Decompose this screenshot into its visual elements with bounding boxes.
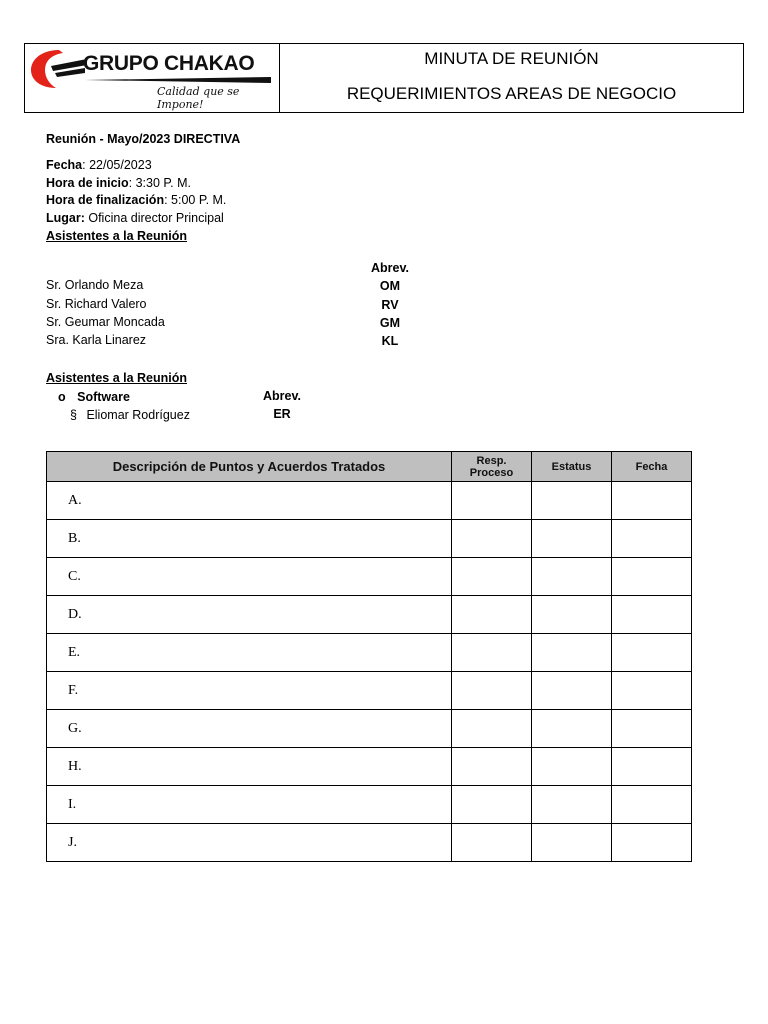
end-time-value: : 5:00 P. M. [164, 193, 227, 207]
meeting-heading: Reunión - Mayo/2023 DIRECTIVA [46, 132, 241, 146]
attendee-name: Sr. Geumar Moncada [46, 315, 165, 329]
col-description: Descripción de Puntos y Acuerdos Tratados [47, 452, 452, 482]
row-date-cell [612, 634, 692, 672]
logo-underline-icon [85, 77, 271, 83]
row-responsible-cell [452, 520, 532, 558]
row-responsible-cell [452, 558, 532, 596]
table-row [47, 520, 692, 558]
attendees-heading-2: Asistentes a la Reunión [46, 371, 188, 385]
row-status-cell [532, 672, 612, 710]
row-date-cell [612, 824, 692, 862]
logo-wordmark: GRUPO CHAKAO [83, 52, 255, 75]
company-logo [25, 44, 280, 112]
abbr-column-header-2: Abrev. [263, 389, 301, 403]
row-responsible-cell [452, 482, 532, 520]
row-responsible-cell [452, 710, 532, 748]
row-date-cell [612, 482, 692, 520]
row-status-cell [532, 482, 612, 520]
attendee-name: Sr. Orlando Meza [46, 278, 144, 292]
row-responsible-cell [452, 596, 532, 634]
end-time-label: Hora de finalización [46, 193, 165, 207]
row-label: C. [47, 558, 452, 596]
table-row [47, 482, 692, 520]
table-row [47, 824, 692, 862]
attendee-abbr: KL [381, 334, 399, 348]
table-row [47, 596, 692, 634]
row-responsible-cell [452, 786, 532, 824]
col-date: Fecha [612, 452, 692, 482]
group-bullet [58, 389, 130, 406]
start-time-value: : 3:30 P. M. [128, 176, 191, 190]
row-responsible-cell [452, 634, 532, 672]
row-date-cell [612, 558, 692, 596]
sub-bullet-icon: § [70, 408, 77, 422]
meeting-date [46, 157, 152, 174]
bullet-icon: o [58, 390, 66, 404]
row-responsible-cell [452, 824, 532, 862]
table-row [47, 634, 692, 672]
document-title-block [280, 44, 743, 112]
member-abbr: ER [273, 407, 291, 421]
row-status-cell [532, 748, 612, 786]
abbr-column-header: Abrev. [371, 261, 409, 275]
group-name: Software [77, 390, 130, 404]
meeting-end-time [46, 192, 226, 209]
col-status: Estatus [532, 452, 612, 482]
row-date-cell [612, 672, 692, 710]
member-name: Eliomar Rodríguez [86, 408, 190, 422]
row-label: E. [47, 634, 452, 672]
col-responsible [452, 452, 532, 482]
col-responsible-line1: Resp. [476, 454, 507, 467]
attendees-heading: Asistentes a la Reunión [46, 229, 188, 243]
row-label: A. [47, 482, 452, 520]
row-date-cell [612, 520, 692, 558]
attendee-name: Sra. Karla Linarez [46, 333, 147, 347]
table-row [47, 748, 692, 786]
table-row [47, 672, 692, 710]
row-label: B. [47, 520, 452, 558]
place-label: Lugar: [46, 211, 85, 225]
row-label: I. [47, 786, 452, 824]
document-title: MINUTA DE REUNIÓN [424, 48, 599, 68]
col-responsible-line2: Proceso [469, 466, 514, 479]
meeting-start-time [46, 175, 191, 192]
table-header-row [47, 452, 692, 482]
row-responsible-cell [452, 748, 532, 786]
attendee-abbr: RV [381, 298, 399, 312]
start-time-label: Hora de inicio [46, 176, 129, 190]
document-header [24, 43, 744, 113]
row-label: F. [47, 672, 452, 710]
row-status-cell [532, 824, 612, 862]
place-value: Oficina director Principal [84, 211, 224, 225]
row-responsible-cell [452, 672, 532, 710]
row-date-cell [612, 786, 692, 824]
agreements-table [46, 451, 692, 862]
row-label: H. [47, 748, 452, 786]
table-row [47, 786, 692, 824]
row-status-cell [532, 634, 612, 672]
attendee-abbr: OM [379, 279, 401, 293]
document-subtitle: REQUERIMIENTOS AREAS DE NEGOCIO [346, 83, 677, 103]
row-label: D. [47, 596, 452, 634]
table-row [47, 710, 692, 748]
row-status-cell [532, 596, 612, 634]
row-date-cell [612, 748, 692, 786]
row-status-cell [532, 520, 612, 558]
row-status-cell [532, 786, 612, 824]
attendee-abbr: GM [379, 316, 401, 330]
date-label: Fecha [46, 158, 83, 172]
row-status-cell [532, 710, 612, 748]
logo-swoosh-icon [29, 46, 89, 90]
table-row [47, 558, 692, 596]
date-value: : 22/05/2023 [82, 158, 152, 172]
row-status-cell [532, 558, 612, 596]
group-member [70, 407, 190, 424]
row-date-cell [612, 710, 692, 748]
row-label: J. [47, 824, 452, 862]
row-label: G. [47, 710, 452, 748]
meeting-place [46, 210, 224, 227]
row-date-cell [612, 596, 692, 634]
attendee-name: Sr. Richard Valero [46, 297, 147, 311]
logo-tagline: Calidad que se Impone! [157, 85, 240, 111]
